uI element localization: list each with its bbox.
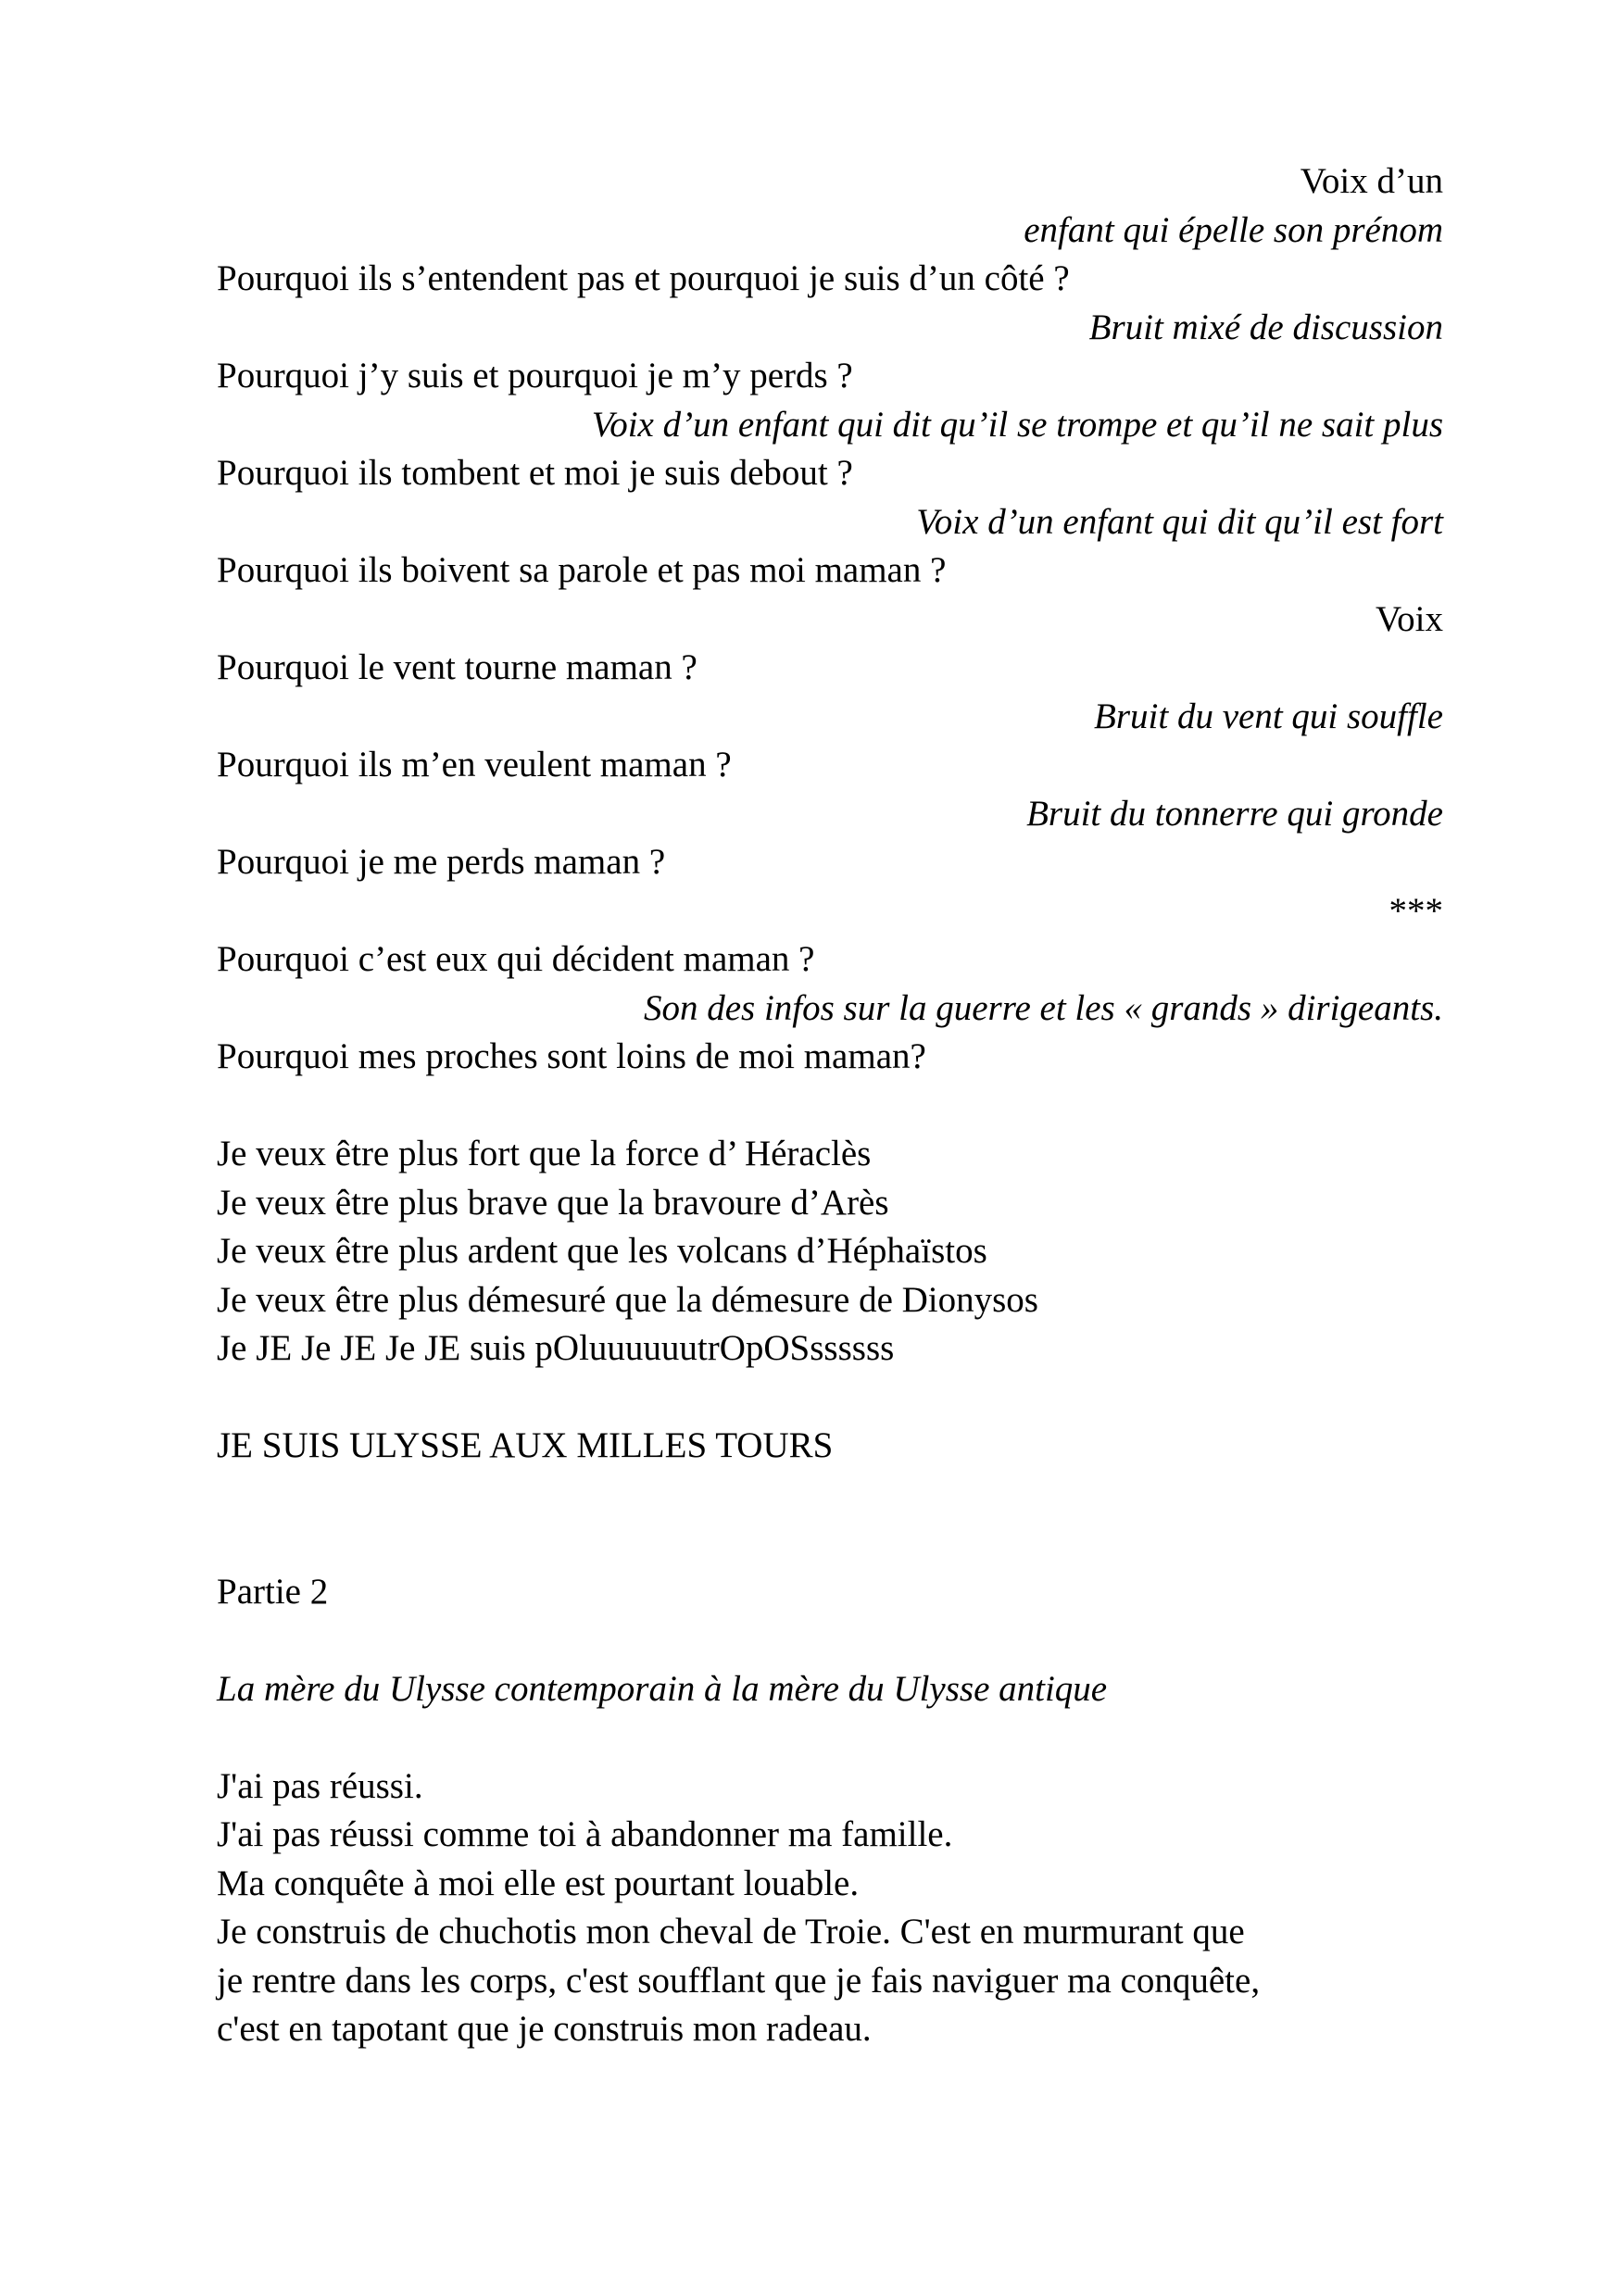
- spacer: [217, 1082, 1443, 1131]
- stage-direction: Voix d’un enfant qui dit qu’il se trompe et qu’il ne sait plus: [591, 404, 1443, 445]
- monologue-section: [217, 1763, 1443, 2054]
- prose-line: c'est en tapotant que je construis mon radeau.: [217, 2009, 872, 2049]
- stage-direction: Bruit mixé de discussion: [1088, 307, 1443, 347]
- dialogue-line: Pourquoi mes proches sont loins de moi maman?: [217, 1036, 926, 1076]
- dialogue-line: Pourquoi j’y suis et pourquoi je m’y perds ?: [217, 356, 853, 395]
- spacer: [217, 1374, 1443, 1423]
- spacer: [217, 1471, 1443, 1568]
- spacer: [217, 1713, 1443, 1763]
- stage-direction: Bruit du vent qui souffle: [1094, 696, 1443, 736]
- dialogue-line: Pourquoi ils boivent sa parole et pas moi maman ?: [217, 550, 947, 590]
- stage-direction: enfant qui épelle son prénom: [1024, 209, 1443, 250]
- dialogue-section: [217, 157, 1443, 1082]
- document-page: [217, 157, 1443, 2054]
- invocation-section: [217, 1130, 1443, 1374]
- verse-line: Je veux être plus brave que la bravoure d’Arès: [217, 1182, 889, 1223]
- part-subtitle: La mère du Ulysse contemporain à la mère du Ulysse antique: [217, 1668, 1108, 1709]
- stage-direction: Voix: [1376, 598, 1443, 639]
- verse-line: Je veux être plus ardent que les volcans d’Héphaïstos: [217, 1231, 987, 1271]
- prose-line: J'ai pas réussi.: [217, 1765, 423, 1806]
- prose-line: Ma conquête à moi elle est pourtant louable.: [217, 1863, 860, 1903]
- dialogue-line: Pourquoi ils tombent et moi je suis debout ?: [217, 453, 853, 493]
- spacer: [217, 1616, 1443, 1665]
- section-separator: ***: [1389, 890, 1443, 931]
- stage-direction: Son des infos sur la guerre et les « grands » dirigeants.: [643, 987, 1443, 1028]
- dialogue-line: Pourquoi le vent tourne maman ?: [217, 647, 697, 687]
- stage-direction: Voix d’un: [1300, 161, 1443, 201]
- stage-direction: Voix d’un enfant qui dit qu’il est fort: [916, 501, 1443, 542]
- prose-line: J'ai pas réussi comme toi à abandonner ma famille.: [217, 1814, 953, 1854]
- dialogue-line: Pourquoi ils s’entendent pas et pourquoi je suis d’un côté ?: [217, 258, 1070, 298]
- dialogue-line: Pourquoi ils m’en veulent maman ?: [217, 745, 732, 784]
- stage-direction: Bruit du tonnerre qui gronde: [1026, 793, 1443, 834]
- part-heading: Partie 2: [217, 1571, 329, 1612]
- verse-line: Je veux être plus fort que la force d’ Héraclès: [217, 1134, 872, 1173]
- prose-line: Je construis de chuchotis mon cheval de Troie. C'est en murmurant que: [217, 1912, 1245, 1951]
- dialogue-line: Pourquoi c’est eux qui décident maman ?: [217, 939, 815, 979]
- verse-line: Je veux être plus démesuré que la démesure de Dionysos: [217, 1279, 1038, 1320]
- prose-line: je rentre dans les corps, c'est soufflant que je fais naviguer ma conquête,: [217, 1960, 1261, 2001]
- shout-line: JE SUIS ULYSSE AUX MILLES TOURS: [217, 1425, 834, 1465]
- verse-line: Je JE Je JE Je JE suis pOluuuuuutrOpOSssssss: [217, 1328, 895, 1368]
- dialogue-line: Pourquoi je me perds maman ?: [217, 842, 666, 882]
